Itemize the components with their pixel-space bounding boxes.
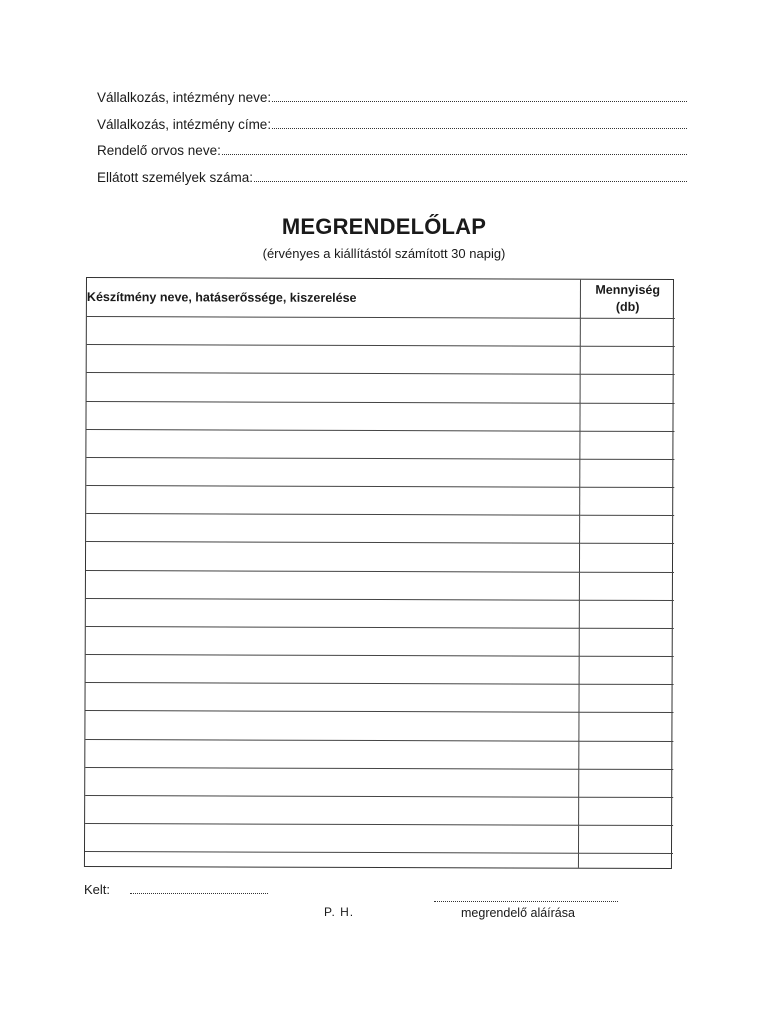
product-cell[interactable] bbox=[85, 711, 578, 741]
field-label: Rendelő orvos neve: bbox=[97, 143, 221, 158]
stamp-place-label: P. H. bbox=[324, 905, 355, 919]
table-row bbox=[86, 401, 674, 431]
product-cell[interactable] bbox=[85, 767, 578, 797]
date-label: Kelt: bbox=[84, 882, 111, 897]
product-cell[interactable] bbox=[85, 852, 578, 868]
quantity-cell[interactable] bbox=[578, 684, 673, 713]
product-cell[interactable] bbox=[86, 514, 579, 544]
table-header-row bbox=[87, 278, 675, 319]
product-cell[interactable] bbox=[85, 824, 578, 854]
order-table-frame bbox=[84, 277, 674, 869]
quantity-header-line2: (db) bbox=[615, 299, 640, 314]
product-cell[interactable] bbox=[86, 429, 579, 459]
header-fields bbox=[97, 86, 687, 192]
table-row bbox=[85, 795, 673, 825]
column-header-product: Készítmény neve, hatáserőssége, kiszerelése bbox=[87, 278, 580, 318]
table-row bbox=[87, 317, 675, 347]
table-row bbox=[87, 345, 675, 375]
quantity-cell[interactable] bbox=[579, 572, 674, 601]
table-row bbox=[86, 626, 674, 656]
product-cell[interactable] bbox=[86, 626, 579, 656]
quantity-cell[interactable] bbox=[579, 544, 674, 573]
quantity-cell[interactable] bbox=[579, 487, 674, 516]
table-row bbox=[85, 767, 673, 797]
signature-line[interactable] bbox=[434, 900, 618, 902]
page-title: MEGRENDELŐLAP bbox=[281, 214, 487, 239]
fill-in-line[interactable] bbox=[272, 100, 687, 102]
fill-in-line[interactable] bbox=[222, 153, 687, 155]
date-field[interactable] bbox=[84, 882, 268, 897]
product-cell[interactable] bbox=[85, 683, 578, 713]
table-row bbox=[86, 570, 674, 600]
product-cell[interactable] bbox=[87, 373, 580, 403]
table-row bbox=[87, 373, 675, 403]
product-cell[interactable] bbox=[86, 570, 579, 600]
quantity-cell[interactable] bbox=[579, 600, 674, 629]
field-persons-count[interactable] bbox=[97, 166, 687, 185]
table-row bbox=[86, 429, 674, 459]
quantity-cell[interactable] bbox=[580, 346, 675, 375]
quantity-cell[interactable] bbox=[578, 853, 673, 868]
product-cell[interactable] bbox=[86, 401, 579, 431]
product-cell[interactable] bbox=[86, 457, 579, 487]
quantity-cell[interactable] bbox=[580, 318, 675, 347]
table-row bbox=[86, 655, 674, 685]
table-row bbox=[86, 457, 674, 487]
quantity-cell[interactable] bbox=[578, 741, 673, 770]
quantity-cell[interactable] bbox=[578, 713, 673, 742]
fill-in-line[interactable] bbox=[272, 127, 687, 129]
field-company-address[interactable] bbox=[97, 113, 687, 132]
table-row bbox=[86, 542, 674, 572]
table-row bbox=[85, 683, 673, 713]
signature-label: megrendelő aláírása bbox=[461, 906, 575, 920]
quantity-cell[interactable] bbox=[579, 515, 674, 544]
table-row bbox=[86, 598, 674, 628]
field-company-name[interactable] bbox=[97, 86, 687, 105]
quantity-cell[interactable] bbox=[579, 431, 674, 460]
product-cell[interactable] bbox=[86, 542, 579, 572]
field-doctor-name[interactable] bbox=[97, 139, 687, 158]
table-row bbox=[85, 711, 673, 741]
page-subtitle: (érvényes a kiállítástól számított 30 napig) bbox=[262, 246, 506, 261]
product-cell[interactable] bbox=[87, 317, 580, 347]
quantity-cell[interactable] bbox=[579, 628, 674, 657]
field-label: Ellátott személyek száma: bbox=[97, 169, 254, 185]
date-fill-in-line[interactable] bbox=[130, 892, 268, 894]
field-label: Vállalkozás, intézmény neve: bbox=[97, 90, 272, 105]
fill-in-line[interactable] bbox=[254, 180, 687, 182]
product-cell[interactable] bbox=[87, 345, 580, 375]
quantity-cell[interactable] bbox=[578, 825, 673, 854]
column-header-quantity bbox=[580, 280, 675, 319]
product-cell[interactable] bbox=[85, 795, 578, 825]
quantity-cell[interactable] bbox=[579, 656, 674, 685]
quantity-cell[interactable] bbox=[579, 459, 674, 488]
table-row bbox=[86, 486, 674, 516]
quantity-cell[interactable] bbox=[578, 769, 673, 798]
quantity-header-line1: Mennyiség bbox=[595, 282, 661, 298]
product-cell[interactable] bbox=[85, 739, 578, 769]
table-row bbox=[85, 824, 673, 854]
table-row bbox=[85, 852, 673, 868]
quantity-cell[interactable] bbox=[580, 375, 675, 404]
product-cell[interactable] bbox=[86, 655, 579, 685]
order-table bbox=[85, 278, 675, 868]
quantity-cell[interactable] bbox=[579, 403, 674, 432]
table-row bbox=[85, 739, 673, 769]
product-cell[interactable] bbox=[86, 486, 579, 516]
product-cell[interactable] bbox=[86, 598, 579, 628]
quantity-cell[interactable] bbox=[578, 797, 673, 826]
field-label: Vállalkozás, intézmény címe: bbox=[97, 116, 272, 132]
table-row bbox=[86, 514, 674, 544]
